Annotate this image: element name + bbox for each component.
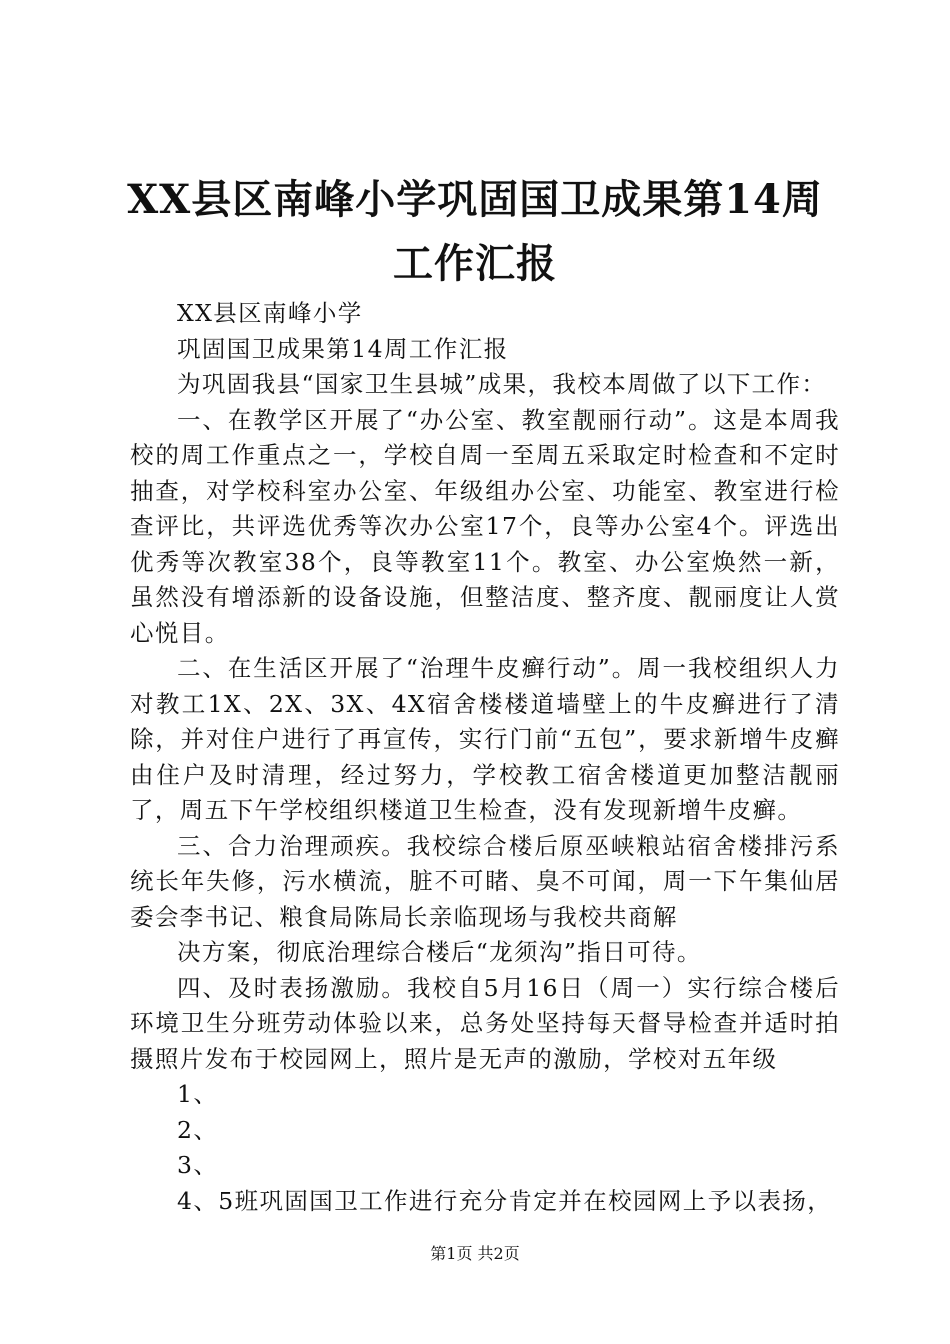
paragraph-item-4: 四、及时表扬激励。我校自5月16日（周一）实行综合楼后环境卫生分班劳动体验以来，总务处坚持每天督导检查并适时拍摄照片发布于校园网上，照片是无声的激励，学校对五年级: [130, 973, 840, 1073]
document-body: [130, 296, 840, 1219]
paragraph-subtitle: 巩固国卫成果第14周工作汇报: [177, 334, 509, 363]
paragraph-intro: 为巩固我县“国家卫生县城”成果，我校本周做了以下工作：: [177, 370, 827, 398]
document-title: XX县区南峰小学巩固国卫成果第14周工作汇报: [127, 176, 823, 287]
list-line-3: 3、: [177, 1151, 219, 1179]
paragraph-item-1: 一、在教学区开展了“办公室、教室靓丽行动”。这是本周我校的周工作重点之一，学校自周一至周五采取定时检查和不定时抽查，对学校科室办公室、年级组办公室、功能室、教室进行检查评比，共评选优秀等次办公室17个，良等办公室4个。评选出优秀等次教室38个，良等教室11个。教室、办公室焕然一新，虽然没有增添新的设备设施，但整洁度、整齐度、靓丽度让人赏心悦目。: [130, 405, 840, 647]
list-line-4: 4、5班巩固国卫工作进行充分肯定并在校园网上予以表扬，: [177, 1186, 833, 1215]
list-line-1: 1、: [177, 1080, 219, 1108]
list-line-2: 2、: [177, 1115, 219, 1144]
paragraph-school-name: XX县区南峰小学: [177, 299, 363, 327]
paragraph-item-3-continued: 决方案，彻底治理综合楼后“龙须沟”指日可待。: [177, 938, 702, 966]
page-footer: 第1页 共2页: [430, 1244, 520, 1263]
paragraph-item-3: 三、合力治理顽疾。我校综合楼后原巫峡粮站宿舍楼排污系统长年失修，污水横流，脏不可睹、臭不可闻，周一下午集仙居委会李书记、粮食局陈局长亲临现场与我校共商解: [130, 831, 840, 931]
paragraph-item-2: 二、在生活区开展了“治理牛皮癣行动”。周一我校组织人力对教工1X、2X、3X、4X宿舍楼楼道墙壁上的牛皮癣进行了清除，并对住户进行了再宣传，实行门前“五包”，要求新增牛皮癣由住户及时清理，经过努力，学校教工宿舍楼道更加整洁靓丽了，周五下午学校组织楼道卫生检查，没有发现新增牛皮癣。: [130, 654, 840, 824]
